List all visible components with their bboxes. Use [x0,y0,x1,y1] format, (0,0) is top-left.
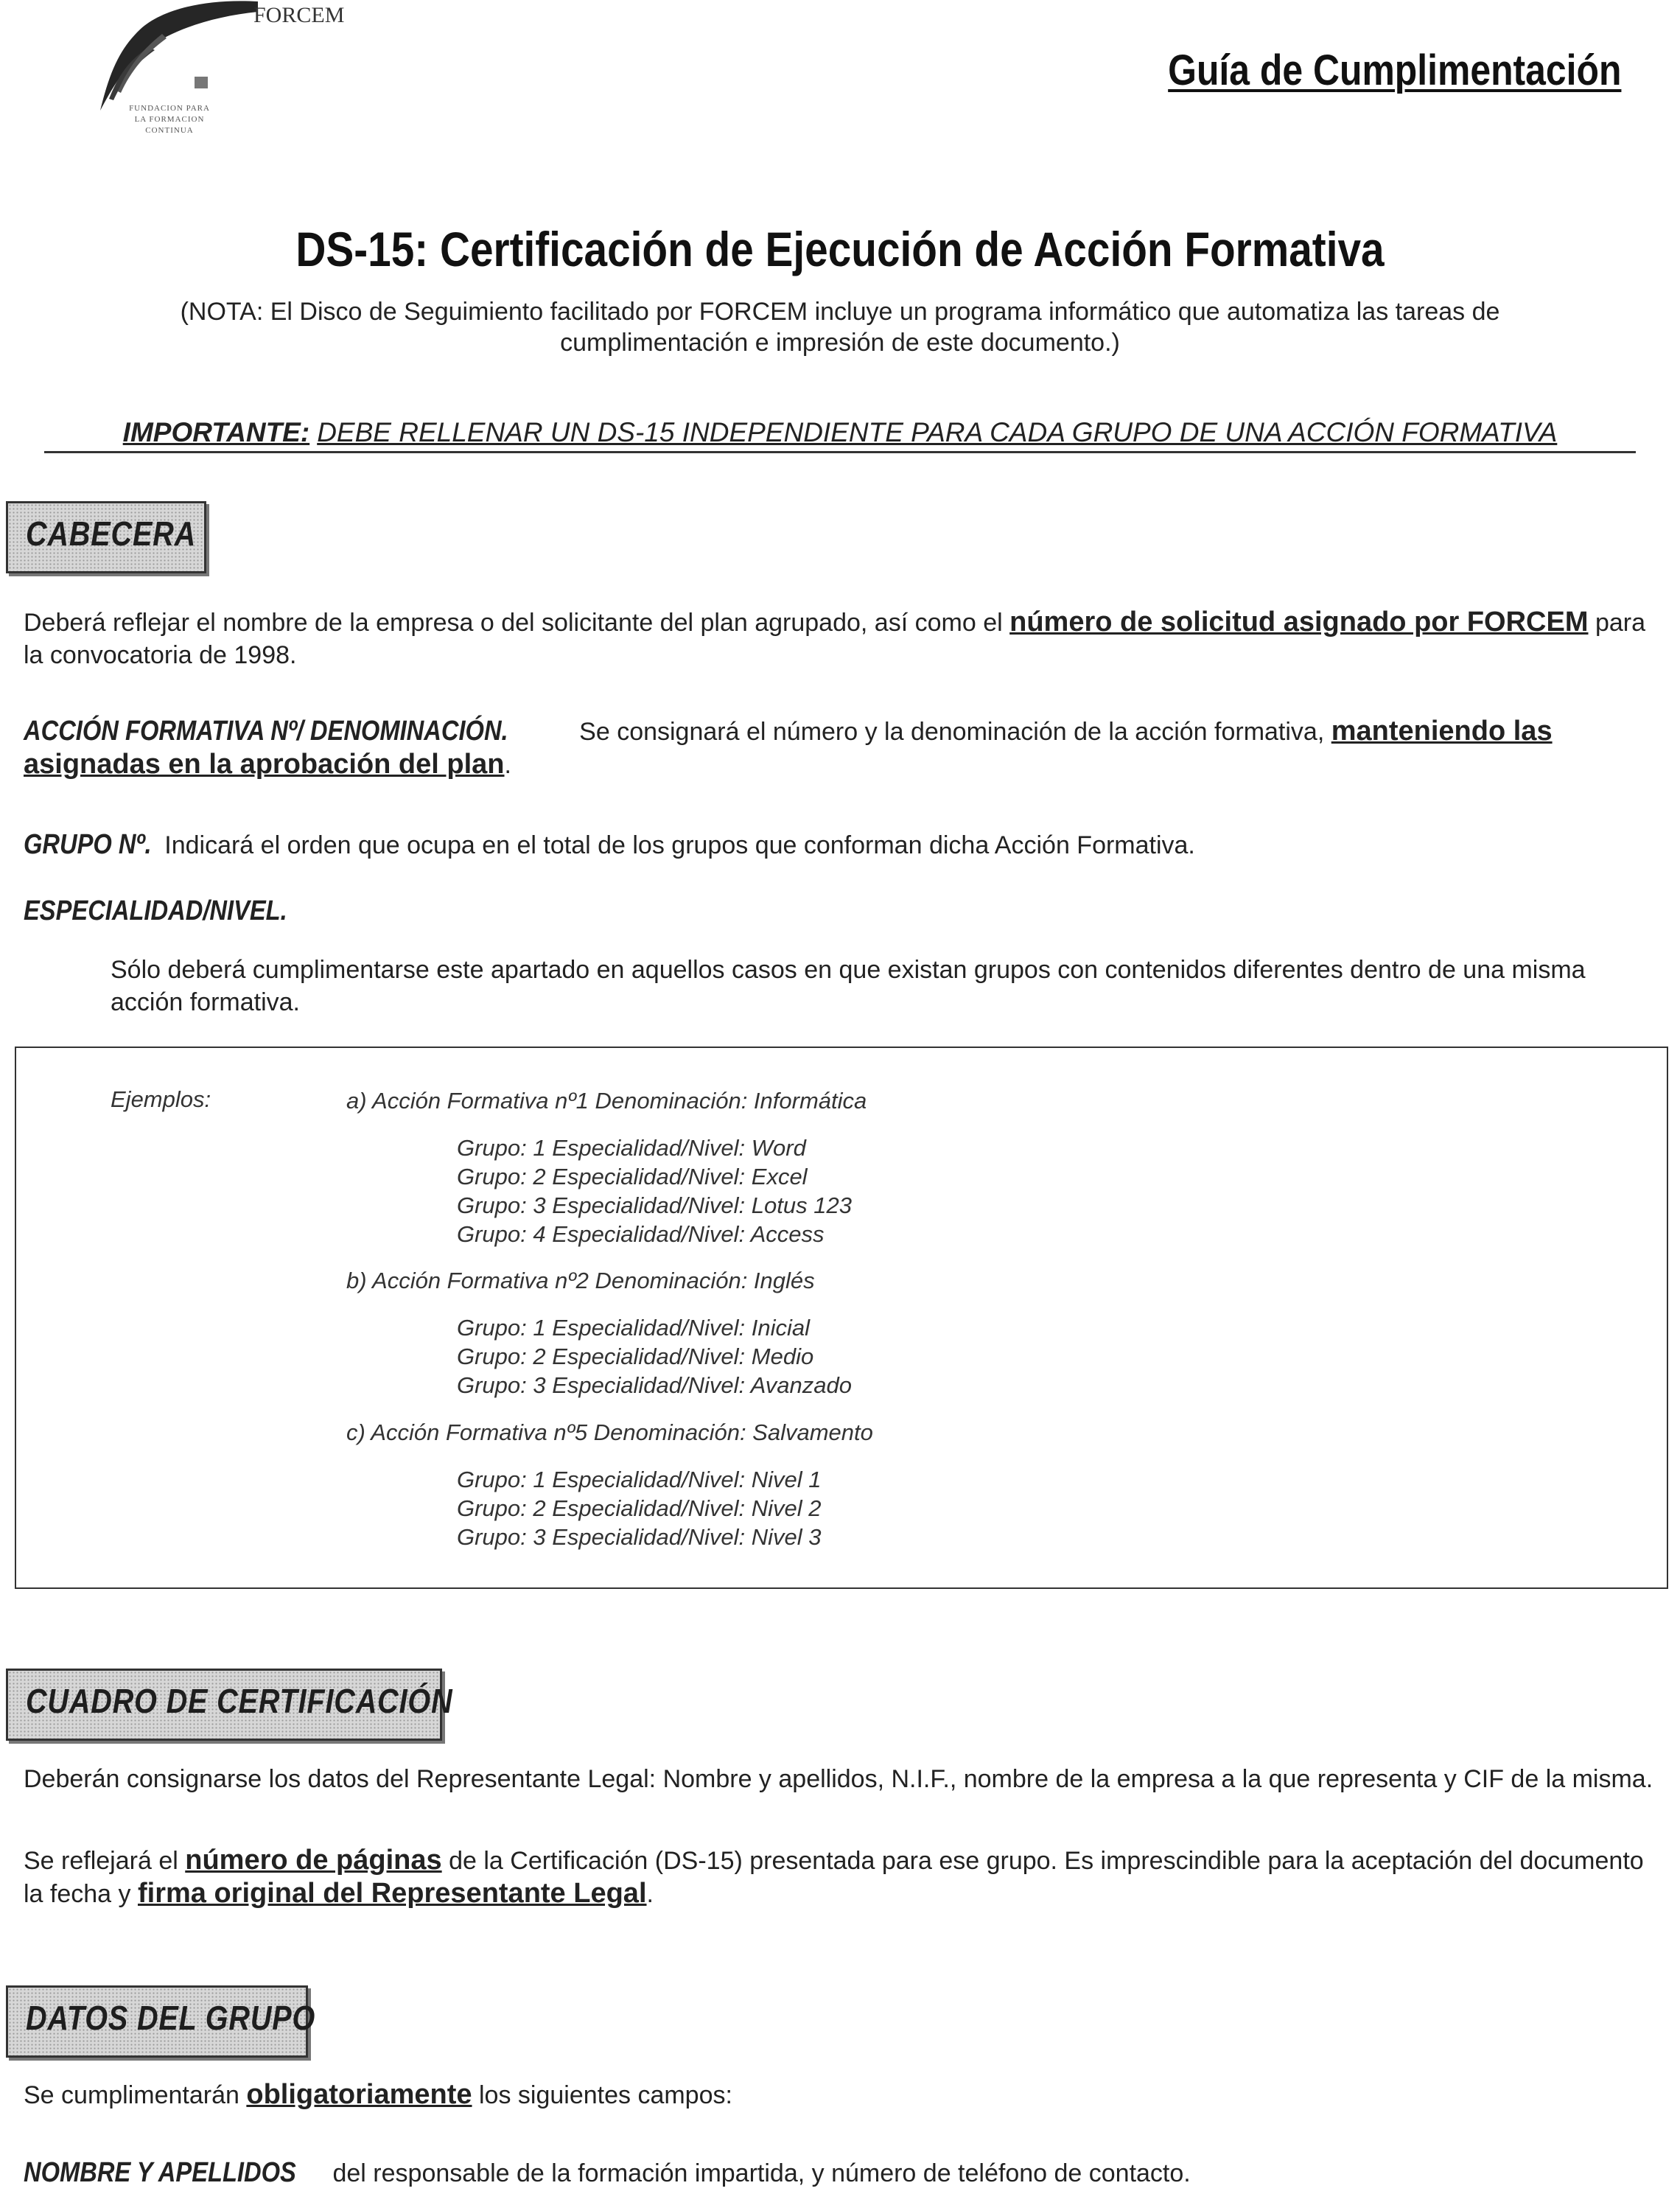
example-row: Grupo: 3 Especialidad/Nivel: Lotus 123 [457,1192,852,1218]
section-datos-grupo-heading: DATOS DEL GRUPO [26,1999,316,2037]
especialidad-paragraph: Sólo deberá cumplimentarse este apartado en aquellos casos en que existan grupos con contenidos diferentes dentro de una misma acción formativa. [111,956,1586,1016]
datos-paragraph: Se cumplimentarán obligatoriamente los siguientes campos: [24,2079,732,2110]
example-row: Grupo: 1 Especialidad/Nivel: Inicial [457,1315,811,1341]
example-title: b) Acción Formativa nº2 Denominación: Inglés [346,1268,815,1293]
especialidad-label: ESPECIALIDAD/NIVEL. [24,895,287,926]
example-title: a) Acción Formativa nº1 Denominación: Informática [346,1088,867,1114]
example-row: Grupo: 2 Especialidad/Nivel: Excel [457,1164,808,1189]
note-text: (NOTA: El Disco de Seguimiento facilitado por FORCEM incluye un programa informático que automatiza las tareas de cumplimentación e impresión de este documento.) [180,298,1500,357]
important-lead: IMPORTANTE: [122,417,310,447]
example-row: Grupo: 3 Especialidad/Nivel: Avanzado [457,1372,852,1398]
examples-label: Ejemplos: [111,1086,211,1112]
cabecera-paragraph: Deberá reflejar el nombre de la empresa o del solicitante del plan agrupado, así como el número de solicitud asignado por FORCEM para la convocatoria de 1998. [24,607,1646,669]
obligatoriamente-highlight: obligatoriamente [246,2079,472,2110]
certificacion-paragraph-1: Deberán consignarse los datos del Representante Legal: Nombre y apellidos, N.I.F., nombre de la empresa a la que representa y CIF de la misma. [24,1765,1653,1793]
document-title: DS-15: Certificación de Ejecución de Acción Formativa [295,222,1385,276]
logo-square-icon [195,77,208,88]
org-name: FORCEM [253,3,345,27]
firma-highlight: firma original del Representante Legal [137,1878,647,1909]
section-cabecera-heading: CABECERA [26,514,197,553]
section-certificacion [6,1669,453,1741]
solicitud-highlight: número de solicitud asignado por FORCEM [1009,607,1589,637]
example-title: c) Acción Formativa nº5 Denominación: Salvamento [346,1419,873,1445]
org-subtitle: FUNDACION PARA LA FORMACION CONTINUA [129,104,210,135]
grupo-paragraph: GRUPO Nº. Indicará el orden que ocupa en el total de los grupos que conforman dicha Acción Formativa. [24,829,1195,860]
section-certificacion-heading: CUADRO DE CERTIFICACIÓN [26,1682,453,1720]
examples-box [15,1047,1668,1589]
section-cabecera [6,501,206,573]
example-row: Grupo: 1 Especialidad/Nivel: Nivel 1 [457,1467,822,1492]
accion-formativa-paragraph: ACCIÓN FORMATIVA Nº/ DENOMINACIÓN. Se consignará el número y la denominación de la acción formativa, manteniendo las asignadas en la aprobación del plan. [24,716,1553,780]
nombre-apellidos-label: NOMBRE Y APELLIDOS [24,2157,296,2188]
paginas-highlight: número de páginas [185,1845,442,1876]
important-notice [44,417,1636,453]
forcem-logo-icon [52,0,258,118]
example-row: Grupo: 2 Especialidad/Nivel: Medio [457,1344,814,1369]
example-row: Grupo: 1 Especialidad/Nivel: Word [457,1135,806,1161]
section-datos-grupo [6,1985,316,2058]
guide-title: Guía de Cumplimentación [1167,46,1621,94]
example-row: Grupo: 3 Especialidad/Nivel: Nivel 3 [457,1524,822,1550]
accion-highlight: manteniendo las asignadas en la aprobación del plan [24,716,1553,780]
accion-formativa-label: ACCIÓN FORMATIVA Nº/ DENOMINACIÓN. [24,716,508,747]
example-row: Grupo: 4 Especialidad/Nivel: Access [457,1221,825,1247]
important-text: DEBE RELLENAR UN DS-15 INDEPENDIENTE PARA CADA GRUPO DE UNA ACCIÓN FORMATIVA [317,417,1558,447]
grupo-label: GRUPO Nº. [24,829,152,860]
certificacion-paragraph-2: Se reflejará el número de páginas de la Certificación (DS-15) presentada para ese grupo. Es imprescindible para la aceptación del documento la fecha y firma original del Representante Legal. [24,1845,1644,1909]
nombre-apellidos-paragraph: NOMBRE Y APELLIDOS del responsable de la formación impartida, y número de teléfono de contacto. [24,2157,1191,2188]
example-row: Grupo: 2 Especialidad/Nivel: Nivel 2 [457,1495,822,1521]
especialidad-label-line [24,895,315,928]
